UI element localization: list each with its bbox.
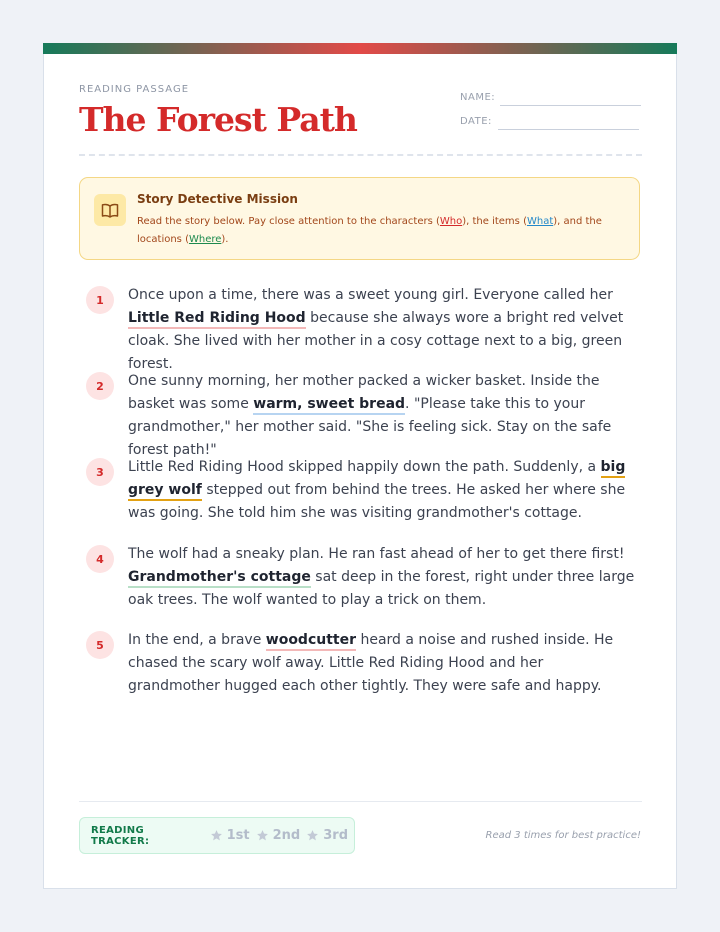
paragraph-number: 3 <box>86 458 114 486</box>
paragraph-text-after: stepped out from behind the trees. He asked her where she was going. She told him she was visiting grandmother's cottage. <box>128 482 626 521</box>
tracker-item-label: 3rd <box>323 828 348 843</box>
book-icon <box>94 194 126 226</box>
paragraph-text-before: Once upon a time, there was a sweet young girl. Everyone called her <box>128 287 613 303</box>
keyword-highlight: Grandmother's cottage <box>128 569 311 588</box>
star-icon <box>210 829 223 842</box>
star-icon <box>306 829 319 842</box>
tracker-item-1[interactable] <box>210 828 250 843</box>
paragraph-text <box>128 370 638 462</box>
paragraph-number: 1 <box>86 286 114 314</box>
star-icon <box>256 829 269 842</box>
tracker-item-label: 2nd <box>272 828 301 843</box>
paragraph-text-after: . "Please take this to your grandmother," her mother said. "She is feeling sick. Stay on the safe forest path!" <box>128 396 612 458</box>
mission-text-mid2: ), and the locations ( <box>137 216 602 245</box>
who-tag: Who <box>439 216 463 227</box>
what-tag: What <box>526 216 554 227</box>
date-label: DATE: <box>460 116 492 127</box>
paragraph-text-after: because she always wore a bright red velvet cloak. She lived with her mother in a cosy cottage next to a big, green forest. <box>128 310 624 372</box>
top-accent-bar <box>43 43 677 54</box>
reading-tracker <box>79 817 355 854</box>
paragraph-number: 4 <box>86 545 114 573</box>
keyword-highlight: woodcutter <box>266 632 356 651</box>
paragraph-text-before: One sunny morning, her mother packed a wicker basket. Inside the basket was some <box>128 373 600 412</box>
page-title: The Forest Path <box>79 100 357 139</box>
tracker-item-3[interactable] <box>306 828 348 843</box>
footer-divider <box>79 801 642 802</box>
paragraph-text <box>128 543 638 612</box>
keyword-highlight: Little Red Riding Hood <box>128 310 306 329</box>
paragraph-text-before: Little Red Riding Hood skipped happily down the path. Suddenly, a <box>128 459 601 475</box>
paragraph-number: 5 <box>86 631 114 659</box>
paragraph-text <box>128 284 638 376</box>
paragraph-text-after: sat deep in the forest, right under three large oak trees. The wolf wanted to play a trick on them. <box>128 569 635 608</box>
mission-title: Story Detective Mission <box>137 192 298 206</box>
where-tag: Where <box>188 234 222 245</box>
keyword-highlight: big grey wolf <box>128 459 625 501</box>
tracker-item-2[interactable] <box>256 828 301 843</box>
mission-text-end: ). <box>221 234 229 245</box>
paragraph-text-after: heard a noise and rushed inside. He chased the scary wolf away. Little Red Riding Hood and her grandmother hugged each other tightly. They were safe and happy. <box>128 632 614 694</box>
paragraph-text-before: The wolf had a sneaky plan. He ran fast ahead of her to get there first! <box>128 546 625 562</box>
name-label: NAME: <box>460 92 496 103</box>
date-field[interactable] <box>498 129 639 130</box>
keyword-highlight: warm, sweet bread <box>253 396 405 415</box>
worksheet <box>43 43 677 889</box>
tracker-item-label: 1st <box>226 828 250 843</box>
paragraph-text <box>128 456 638 525</box>
mission-instructions <box>137 213 632 249</box>
name-field[interactable] <box>500 105 641 106</box>
paragraph-text-before: In the end, a brave <box>128 632 266 648</box>
eyebrow-label: READING PASSAGE <box>79 84 190 95</box>
tracker-label: READING TRACKER: <box>91 824 150 847</box>
mission-box <box>79 177 640 260</box>
paragraph-text <box>128 629 638 698</box>
header-divider <box>79 154 642 156</box>
mission-text-mid1: ), the items ( <box>462 216 527 227</box>
paragraph-number: 2 <box>86 372 114 400</box>
practice-note: Read 3 times for best practice! <box>485 830 641 841</box>
mission-text-before: Read the story below. Pay close attention to the characters ( <box>137 216 440 227</box>
